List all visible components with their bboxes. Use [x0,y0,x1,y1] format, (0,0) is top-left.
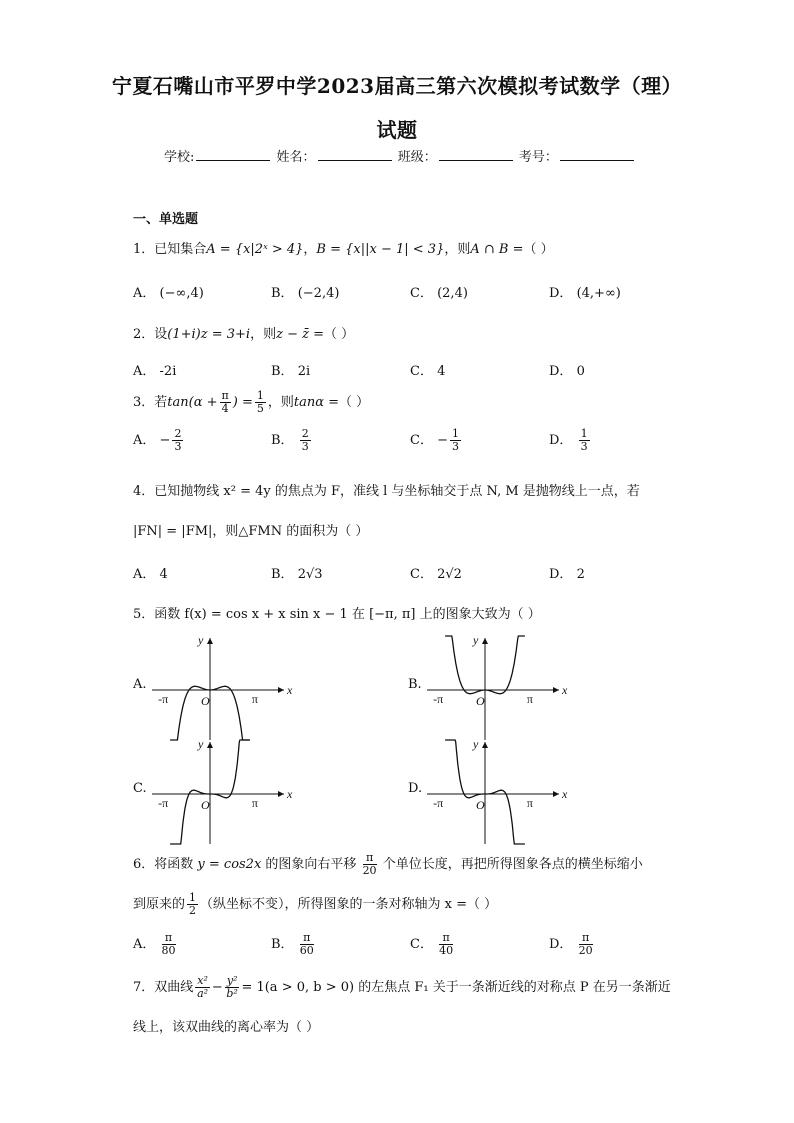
question-3-stem: 3．若tan(α + $\frac{\pi}{4}$ ) = $\frac{1}{5}$ ，则tanα =（ ） [133,389,370,415]
exam-no-blank[interactable] [560,148,634,161]
y-axis-arrow [207,638,213,644]
x-axis-arrow [553,791,559,797]
question-1-stem: 1．已知集合A = {x|2ˣ > 4}，B = {x||x − 1| < 3}，则A ∩ B =（ ） [133,242,554,257]
student-info-row [164,146,636,165]
x-axis-arrow [553,687,559,693]
question-4-option-b[interactable]: B． 2√3 [271,567,323,582]
question-2-option-d[interactable]: D． 0 [549,364,585,379]
question-5-option-b-label[interactable]: B. [408,677,422,692]
question-4-stem-line2: |FN| = |FM|，则△FMN 的面积为（ ） [133,524,369,539]
question-1-option-a[interactable]: A． (−∞,4) [133,286,204,301]
question-6-stem-line1: 6．将函数 y = cos2x 的图象向右平移 $\frac{\pi}{20}$ 个单位长度，再把所得图象各点的横坐标缩小 [133,851,643,877]
neg-pi-tick-label: -π [158,692,169,706]
exam-no-label: 考号： [518,150,558,165]
pi-tick-label: π [526,796,533,810]
question-5-stem: 5．函数 f(x) = cos x + x sin x − 1 在 [−π, π] 上的图象大致为（ ） [133,607,541,622]
pi-tick-label: π [526,692,533,706]
section-heading: 一、单选题 [133,212,199,227]
origin-label: O [201,798,210,812]
y-axis-label: y [473,737,479,751]
question-6-option-c[interactable]: C． $\frac{\pi}{40}$ [410,931,454,957]
x-axis-label: x [562,787,568,801]
question-1-option-d[interactable]: D． (4,+∞) [549,286,621,301]
pi-tick-label: π [251,692,258,706]
y-axis-label: y [473,633,479,647]
question-5-graph-b[interactable] [423,632,573,742]
question-3-option-c[interactable]: C． − $\frac{1}{3}$ [410,427,459,453]
class-label: 班级： [397,150,437,165]
question-6-option-a[interactable]: A． $\frac{\pi}{80}$ [133,931,176,957]
question-5-graph-c[interactable] [148,736,298,846]
y-axis-arrow [482,638,488,644]
exam-title-line1: 宁夏石嘴山市平罗中学2023届高三第六次模拟考试数学（理） [111,74,683,98]
question-2-stem: 2．设(1+i)z = 3+i，则z − z̄ =（ ） [133,327,355,342]
question-2-option-a[interactable]: A． -2i [133,364,177,379]
y-axis-arrow [482,742,488,748]
name-label: 姓名： [276,150,316,165]
school-label: 学校: [164,150,195,165]
x-axis-arrow [278,687,284,693]
question-7-stem-line2: 线上，该双曲线的离心率为（ ） [133,1020,320,1035]
question-4-stem-line1: 4．已知抛物线 x² = 4y 的焦点为 F，准线 l 与坐标轴交于点 N, M 是抛物线上一点，若 [133,484,640,499]
question-5-graph-a[interactable] [148,632,298,742]
name-blank[interactable] [318,148,392,161]
question-5-option-a-label[interactable]: A. [133,677,147,692]
question-3-option-a[interactable]: A． − $\frac{2}{3}$ [133,427,182,453]
y-axis-arrow [207,742,213,748]
question-5-option-d-label[interactable]: D. [408,781,423,796]
neg-pi-tick-label: -π [433,796,444,810]
x-axis-label: x [287,683,293,697]
question-1-option-c[interactable]: C． (2,4) [410,286,468,301]
question-3-option-d[interactable]: D． $\frac{1}{3}$ [549,427,588,453]
question-7-stem-line1: 7．双曲线 $\frac{\text{x²}}{\text{a²}}$ − $\frac{\text{y²}}{\text{b²}}$ = 1(a > 0, b > 0) 的左焦点 F₁ 关于一条渐近线的对称点 P 在另一条渐近 [133,974,671,1000]
question-2-option-b[interactable]: B． 2i [271,364,311,379]
pi-tick-label: π [251,796,258,810]
class-blank[interactable] [439,148,513,161]
exam-title-line2: 试题 [376,118,418,142]
question-6-option-b[interactable]: B． $\frac{\pi}{60}$ [271,931,314,957]
question-6-stem-line2: 到原来的 $\frac{1}{2}$ （纵坐标不变），所得图象的一条对称轴为 x =（ ） [133,891,498,917]
question-1-option-b[interactable]: B． (−2,4) [271,286,340,301]
x-axis-label: x [287,787,293,801]
neg-pi-tick-label: -π [433,692,444,706]
x-axis-label: x [562,683,568,697]
y-axis-label: y [198,737,204,751]
school-blank[interactable] [196,148,270,161]
question-6-option-d[interactable]: D． $\frac{\pi}{20}$ [549,931,593,957]
question-5-graph-d[interactable] [423,736,573,846]
origin-label: O [476,798,485,812]
question-2-option-c[interactable]: C． 4 [410,364,446,379]
origin-label: O [476,694,485,708]
question-3-option-b[interactable]: B． $\frac{2}{3}$ [271,427,309,453]
neg-pi-tick-label: -π [158,796,169,810]
origin-label: O [201,694,210,708]
question-4-option-d[interactable]: D． 2 [549,567,585,582]
question-5-option-c-label[interactable]: C. [133,781,147,796]
y-axis-label: y [198,633,204,647]
x-axis-arrow [278,791,284,797]
question-4-option-c[interactable]: C． 2√2 [410,567,462,582]
question-4-option-a[interactable]: A． 4 [133,567,168,582]
